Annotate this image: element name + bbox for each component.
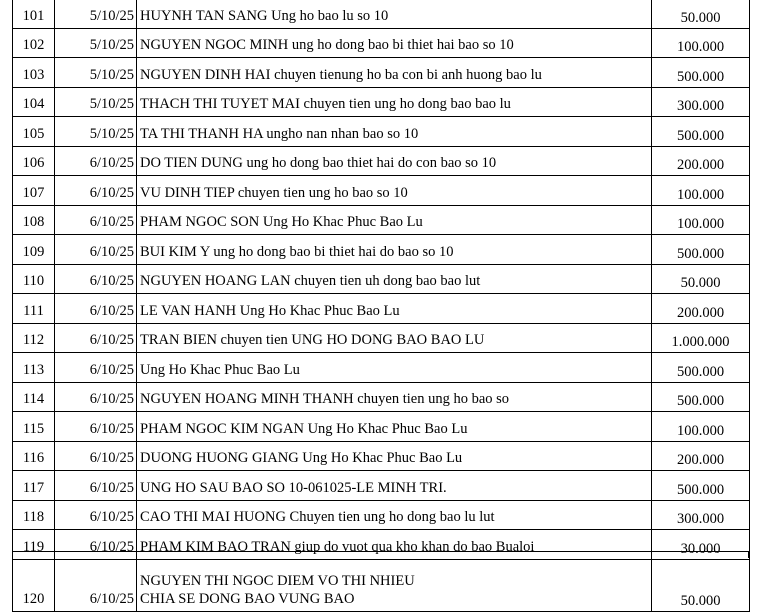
- description-line: CHIA SE DONG BAO VUNG BAO: [140, 590, 355, 607]
- row-date: 6/10/25: [55, 441, 137, 471]
- table-row: [13, 235, 750, 265]
- row-description: [137, 146, 652, 176]
- row-amount: 100.000: [652, 412, 750, 442]
- row-date: 6/10/25: [55, 382, 137, 412]
- description-line: CAO THI MAI HUONG Chuyen tien ung ho dong bao lu lut: [140, 509, 495, 525]
- row-amount: 200.000: [652, 146, 750, 176]
- row-date: 6/10/25: [55, 500, 137, 530]
- table-row: [13, 146, 750, 176]
- row-amount: 300.000: [652, 87, 750, 117]
- row-number: 117: [13, 471, 55, 501]
- description-line: NGUYEN HOANG LAN chuyen tien uh dong bao bao lut: [140, 273, 481, 289]
- description-line: LE VAN HANH Ung Ho Khac Phuc Bao Lu: [140, 302, 400, 319]
- row-date: 6/10/25: [55, 235, 137, 265]
- table-row: [13, 559, 750, 611]
- description-line: DUONG HUONG GIANG Ung Ho Khac Phuc Bao Lu: [140, 450, 463, 466]
- row-description: [137, 294, 652, 324]
- table-row: [13, 87, 750, 117]
- row-number: 115: [13, 412, 55, 442]
- row-date: 5/10/25: [55, 87, 137, 117]
- row-number: 105: [13, 117, 55, 147]
- row-description: [137, 117, 652, 147]
- row-description: [137, 353, 652, 383]
- description-line: DO TIEN DUNG ung ho dong bao thiet hai do con bao so 10: [140, 155, 497, 171]
- table-row: [13, 205, 750, 235]
- description-line: NGUYEN THI NGOC DIEM VO THI NHIEU: [140, 572, 415, 589]
- row-description: [137, 28, 652, 58]
- row-description: [137, 58, 652, 88]
- row-amount: 500.000: [652, 353, 750, 383]
- row-date: 6/10/25: [55, 323, 137, 353]
- table-row: [13, 264, 750, 294]
- row-amount: 50.000: [652, 0, 750, 28]
- row-number: 116: [13, 441, 55, 471]
- table-row: [13, 58, 750, 88]
- description-line: TRAN BIEN chuyen tien UNG HO DONG BAO BAO LU: [140, 332, 485, 348]
- row-date: 5/10/25: [55, 117, 137, 147]
- row-number: 109: [13, 235, 55, 265]
- row-number: 114: [13, 382, 55, 412]
- description-line: NGUYEN NGOC MINH ung ho dong bao bi thiet hai bao so 10: [140, 37, 514, 53]
- row-number: 119: [13, 530, 55, 560]
- row-amount: 500.000: [652, 235, 750, 265]
- table-row: [13, 28, 750, 58]
- description-line: BUI KIM Y ung ho dong bao bi thiet hai do bao so 10: [140, 243, 454, 260]
- row-date: 6/10/25: [55, 559, 137, 611]
- row-date: 6/10/25: [55, 176, 137, 206]
- description-line: PHAM NGOC KIM NGAN Ung Ho Khac Phuc Bao Lu: [140, 420, 468, 437]
- row-date: 6/10/25: [55, 471, 137, 501]
- row-description: [137, 87, 652, 117]
- row-amount: 30.000: [652, 530, 750, 560]
- row-date: 6/10/25: [55, 205, 137, 235]
- row-amount: 100.000: [652, 205, 750, 235]
- row-amount: 200.000: [652, 441, 750, 471]
- table-row: [13, 294, 750, 324]
- row-date: 6/10/25: [55, 353, 137, 383]
- table-row: [13, 353, 750, 383]
- row-amount: 100.000: [652, 28, 750, 58]
- table-row: [13, 441, 750, 471]
- row-description: [137, 205, 652, 235]
- description-line: HUYNH TAN SANG Ung ho bao lu so 10: [140, 7, 389, 24]
- row-amount: 1.000.000: [652, 323, 750, 353]
- table-row: [13, 382, 750, 412]
- row-date: 6/10/25: [55, 294, 137, 324]
- table-row: [13, 500, 750, 530]
- row-date: 6/10/25: [55, 530, 137, 560]
- description-line: UNG HO SAU BAO SO 10-061025-LE MINH TRI.: [140, 479, 447, 496]
- row-description: [137, 441, 652, 471]
- row-description: [137, 500, 652, 530]
- table-row: [13, 323, 750, 353]
- description-line: PHAM NGOC SON Ung Ho Khac Phuc Bao Lu: [140, 214, 423, 230]
- description-line: THACH THI TUYET MAI chuyen tien ung ho dong bao bao lu: [140, 96, 511, 112]
- row-number: 110: [13, 264, 55, 294]
- row-date: 5/10/25: [55, 58, 137, 88]
- row-number: 113: [13, 353, 55, 383]
- row-number: 112: [13, 323, 55, 353]
- table-row: [13, 176, 750, 206]
- row-amount: 200.000: [652, 294, 750, 324]
- row-amount: 50.000: [652, 559, 750, 611]
- row-number: 111: [13, 294, 55, 324]
- row-amount: 50.000: [652, 264, 750, 294]
- row-number: 120: [13, 559, 55, 611]
- row-date: 6/10/25: [55, 146, 137, 176]
- row-description: [137, 264, 652, 294]
- description-line: TA THI THANH HA ungho nan nhan bao so 10: [140, 125, 419, 142]
- row-amount: 500.000: [652, 117, 750, 147]
- row-description: [137, 323, 652, 353]
- donation-table: [12, 0, 750, 612]
- row-amount: 100.000: [652, 176, 750, 206]
- row-amount: 500.000: [652, 382, 750, 412]
- description-line: VU DINH TIEP chuyen tien ung ho bao so 10: [140, 184, 408, 201]
- table-row: [13, 117, 750, 147]
- row-number: 108: [13, 205, 55, 235]
- row-date: 5/10/25: [55, 28, 137, 58]
- description-line: NGUYEN HOANG MINH THANH chuyen tien ung ho bao so: [140, 391, 510, 407]
- table-row: [13, 471, 750, 501]
- row-description: [137, 176, 652, 206]
- row-number: 118: [13, 500, 55, 530]
- table-row: [13, 412, 750, 442]
- row-description: [137, 471, 652, 501]
- row-amount: 500.000: [652, 471, 750, 501]
- row-number: 103: [13, 58, 55, 88]
- row-number: 106: [13, 146, 55, 176]
- description-line: Ung Ho Khac Phuc Bao Lu: [140, 361, 300, 378]
- row-description: [137, 559, 652, 611]
- donation-table-body: [13, 0, 750, 611]
- row-amount: 500.000: [652, 58, 750, 88]
- row-description: [137, 235, 652, 265]
- description-line: NGUYEN DINH HAI chuyen tienung ho ba con bi anh huong bao lu: [140, 66, 542, 83]
- row-amount: 300.000: [652, 500, 750, 530]
- row-date: 6/10/25: [55, 412, 137, 442]
- row-description: [137, 0, 652, 28]
- row-description: [137, 412, 652, 442]
- row-number: 102: [13, 28, 55, 58]
- row-number: 107: [13, 176, 55, 206]
- row-number: 101: [13, 0, 55, 28]
- row-date: 5/10/25: [55, 0, 137, 28]
- row-date: 6/10/25: [55, 264, 137, 294]
- description-line: PHAM KIM BAO TRAN giup do vuot qua kho khan do bao Bualoi: [140, 538, 535, 555]
- table-row: [13, 0, 750, 28]
- row-number: 104: [13, 87, 55, 117]
- row-description: [137, 382, 652, 412]
